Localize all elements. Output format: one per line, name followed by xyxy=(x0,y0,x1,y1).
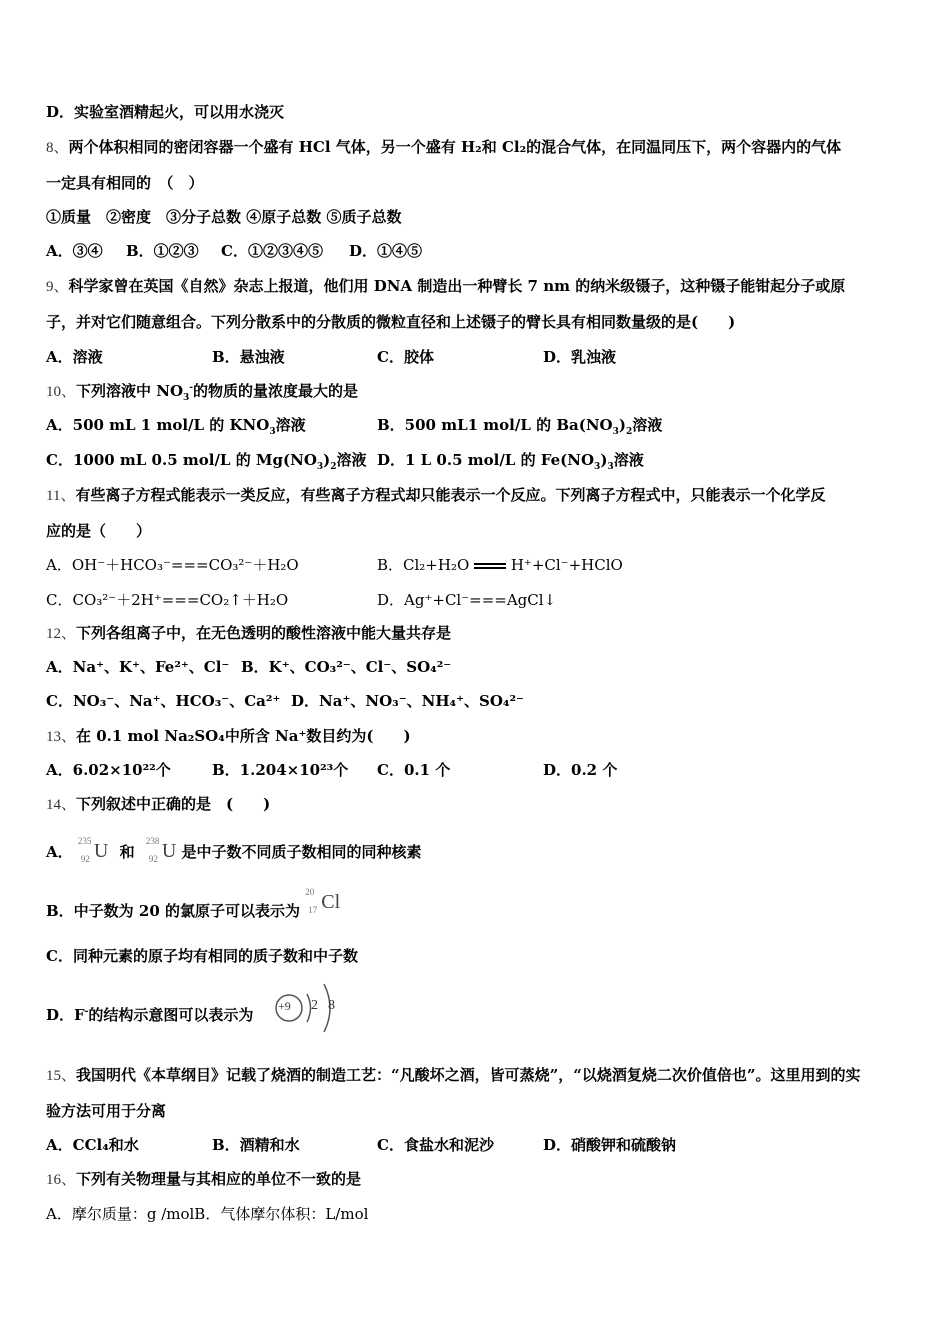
q14-number: 14、 xyxy=(46,797,77,813)
q10-stem-sub: 3 xyxy=(183,393,190,403)
q15-stem-text: 我国明代《本草纲目》记载了烧酒的制造工艺：“凡酸坏之酒，皆可蒸烧”，“以烧酒复烧二次价值倍也”。这里用到的实 xyxy=(76,1066,861,1084)
u238-z: 92 xyxy=(148,854,158,864)
q13-option-b: B．1.204×10²³个 xyxy=(212,761,349,779)
u238-symbol: U xyxy=(161,840,177,862)
q10-c-mid: ) xyxy=(323,451,331,469)
q13-number: 13、 xyxy=(46,729,77,745)
q10-option-d xyxy=(377,450,644,470)
q10-options-row2 xyxy=(46,450,926,470)
q10-c-sub: 3 xyxy=(316,462,324,472)
u235-z: 92 xyxy=(80,854,90,864)
q14-stem-text: 下列叙述中正确的是 ( ) xyxy=(76,795,271,813)
q14-d-pre: D．F xyxy=(46,1006,85,1024)
q16-options-line: A．摩尔质量：g /molB．气体摩尔体积：L/mol xyxy=(46,1205,369,1223)
q13-stem xyxy=(46,726,411,747)
q14-stem xyxy=(46,794,270,815)
q10-d-sub2: 3 xyxy=(607,462,614,472)
q11-option-b xyxy=(377,555,623,575)
q14-a-and: 和 xyxy=(119,843,135,861)
q14-option-a xyxy=(46,836,422,864)
q9-option-c: C．胶体 xyxy=(377,348,434,366)
cl-symbol: Cl xyxy=(321,891,341,913)
q11-b-left: B．Cl₂+H₂O xyxy=(377,556,470,574)
q13-options xyxy=(46,760,926,780)
q13-option-a: A．6.02×10²²个 xyxy=(46,761,171,779)
q10-stem xyxy=(46,381,358,402)
q10-d-sub: 3 xyxy=(594,462,601,472)
q14-a-label: A． xyxy=(46,843,73,861)
q12-options-row1 xyxy=(46,657,926,677)
q9-stem-line2: 子，并对它们随意组合。下列分散系中的分散质的微粒直径和上述镊子的臂长具有相同数量级的是( ) xyxy=(46,313,736,331)
q8-stem-line1 xyxy=(46,137,841,158)
u238-mass: 238 xyxy=(145,836,160,846)
q11-options-row2 xyxy=(46,590,926,610)
fluoride-ion-structure-diagram xyxy=(272,980,342,1036)
q8-options xyxy=(46,241,926,261)
q12-options-row2 xyxy=(46,691,926,711)
cl-z: 17 xyxy=(308,905,318,915)
q9-option-b: B．悬浊液 xyxy=(212,348,285,366)
q9-stem-line1 xyxy=(46,276,845,297)
q10-option-c xyxy=(46,450,367,470)
q10-option-b xyxy=(377,415,662,435)
u235-mass: 235 xyxy=(77,836,92,846)
q12-stem-text: 下列各组离子中，在无色透明的酸性溶液中能大量共存是 xyxy=(76,624,452,642)
q15-options xyxy=(46,1135,926,1155)
q10-b-sub: 3 xyxy=(612,427,619,437)
q9-options xyxy=(46,347,926,367)
q8-stem-line2: 一定具有相同的 （ ） xyxy=(46,174,204,192)
nuclide-u235 xyxy=(77,836,109,864)
q12-option-b: B．K⁺、CO₃²⁻、Cl⁻、SO₄²⁻ xyxy=(241,658,452,676)
q10-b-sub2: 2 xyxy=(625,427,633,437)
q14-option-d xyxy=(46,1005,253,1025)
q14-d-sup: - xyxy=(84,1007,89,1017)
u235-symbol: U xyxy=(93,840,109,862)
q10-a-pre: A．500 mL 1 mol/L 的 KNO xyxy=(46,416,270,434)
q15-option-d: D．硝酸钾和硫酸钠 xyxy=(543,1136,677,1154)
q10-c-post: 溶液 xyxy=(336,451,367,469)
q13-stem-text: 在 0.1 mol Na₂SO₄中所含 Na⁺数目约为( ) xyxy=(76,727,411,745)
equilibrium-arrow-icon xyxy=(474,562,506,570)
q15-option-b: B．酒精和水 xyxy=(212,1136,300,1154)
q16-stem-text: 下列有关物理量与其相应的单位不一致的是 xyxy=(76,1170,362,1188)
q8-number: 8、 xyxy=(46,140,69,156)
q15-option-a: A．CCl₄和水 xyxy=(46,1136,139,1154)
q13-option-c: C．0.1 个 xyxy=(377,761,451,779)
q10-d-post: 溶液 xyxy=(613,451,644,469)
q16-number: 16、 xyxy=(46,1172,77,1188)
q8-stem-text: 两个体积相同的密闭容器一个盛有 HCl 气体，另一个盛有 H₂和 Cl₂的混合气体，在同温同压下，两个容器内的气体 xyxy=(68,138,842,156)
q12-option-c: C．NO₃⁻、Na⁺、HCO₃⁻、Ca²⁺ xyxy=(46,692,281,710)
q9-option-a: A．溶液 xyxy=(46,348,103,366)
q11-stem-line2: 应的是（ ） xyxy=(46,522,152,540)
shell1-electrons: 2 xyxy=(311,998,318,1013)
q14-d-post: 的结构示意图可以表示为 xyxy=(88,1006,254,1024)
q11-stem-text: 有些离子方程式能表示一类反应，有些离子方程式却只能表示一个反应。下列离子方程式中，只能表示一个化学反 xyxy=(75,486,826,504)
q10-option-a xyxy=(46,415,306,435)
nuclide-cl xyxy=(305,887,341,915)
q16-stem xyxy=(46,1169,361,1190)
q10-stem-pre: 下列溶液中 NO xyxy=(76,382,184,400)
q10-a-sub: 3 xyxy=(269,427,276,437)
q11-stem-line1 xyxy=(46,485,825,506)
q10-a-post: 溶液 xyxy=(275,416,306,434)
q10-b-post: 溶液 xyxy=(632,416,663,434)
q10-c-sub2: 2 xyxy=(330,462,337,472)
q14-option-b xyxy=(46,887,341,922)
q13-option-d: D．0.2 个 xyxy=(543,761,618,779)
q9-number: 9、 xyxy=(46,279,69,295)
q10-stem-post: 的物质的量浓度最大的是 xyxy=(193,382,359,400)
q10-options-row1 xyxy=(46,415,926,435)
q11-option-c: C．CO₃²⁻＋2H⁺===CO₂↑＋H₂O xyxy=(46,591,289,609)
q9-stem-text: 科学家曾在英国《自然》杂志上报道，他们用 DNA 制造出一种臂长 7 nm 的纳米级镊子，这种镊子能钳起分子或原 xyxy=(68,277,846,295)
q14-a-text: 是中子数不同质子数相同的同种核素 xyxy=(181,843,422,861)
cl-mass: 20 xyxy=(305,887,315,897)
q12-option-d: D．Na⁺、NO₃⁻、NH₄⁺、SO₄²⁻ xyxy=(291,692,524,710)
q8-option-b: B．①②③ xyxy=(126,242,199,260)
q10-b-pre: B．500 mL1 mol/L 的 Ba(NO xyxy=(377,416,613,434)
q15-option-c: C．食盐水和泥沙 xyxy=(377,1136,494,1154)
q8-option-d: D．①④⑤ xyxy=(349,242,423,260)
q10-d-pre: D．1 L 0.5 mol/L 的 Fe(NO xyxy=(377,451,595,469)
q11-option-d: D．Ag⁺+Cl⁻===AgCl↓ xyxy=(377,591,557,609)
q11-number: 11、 xyxy=(46,488,76,504)
q8-items: ①质量 ②密度 ③分子总数 ④原子总数 ⑤质子总数 xyxy=(46,208,402,226)
q11-b-right: H⁺+Cl⁻+HClO xyxy=(510,556,623,574)
q10-c-pre: C．1000 mL 0.5 mol/L 的 Mg(NO xyxy=(46,451,317,469)
q8-option-c: C．①②③④⑤ xyxy=(221,242,323,260)
q10-stem-sup: - xyxy=(189,383,194,393)
q14-b-text: B．中子数为 20 的氯原子可以表示为 xyxy=(46,902,300,920)
q12-stem xyxy=(46,623,451,644)
q15-stem-line1 xyxy=(46,1065,861,1086)
q12-option-a: A．Na⁺、K⁺、Fe²⁺、Cl⁻ xyxy=(46,658,230,676)
q11-options-row1 xyxy=(46,555,926,575)
q8-option-a: A．③④ xyxy=(46,242,103,260)
q7-option-d: D．实验室酒精起火，可以用水浇灭 xyxy=(46,103,285,121)
q10-b-mid: ) xyxy=(618,416,626,434)
q10-d-mid: ) xyxy=(600,451,608,469)
shell2-electrons: 8 xyxy=(328,998,335,1013)
q11-option-a: A．OH⁻＋HCO₃⁻===CO₃²⁻＋H₂O xyxy=(46,556,299,574)
q14-option-c: C．同种元素的原子均有相同的质子数和中子数 xyxy=(46,947,358,965)
nucleus-charge: +9 xyxy=(278,999,291,1013)
q15-stem-line2: 验方法可用于分离 xyxy=(46,1102,167,1120)
q15-number: 15、 xyxy=(46,1068,77,1084)
q9-option-d: D．乳浊液 xyxy=(543,348,617,366)
q12-number: 12、 xyxy=(46,626,77,642)
q10-number: 10、 xyxy=(46,384,77,400)
nuclide-u238 xyxy=(145,836,177,864)
